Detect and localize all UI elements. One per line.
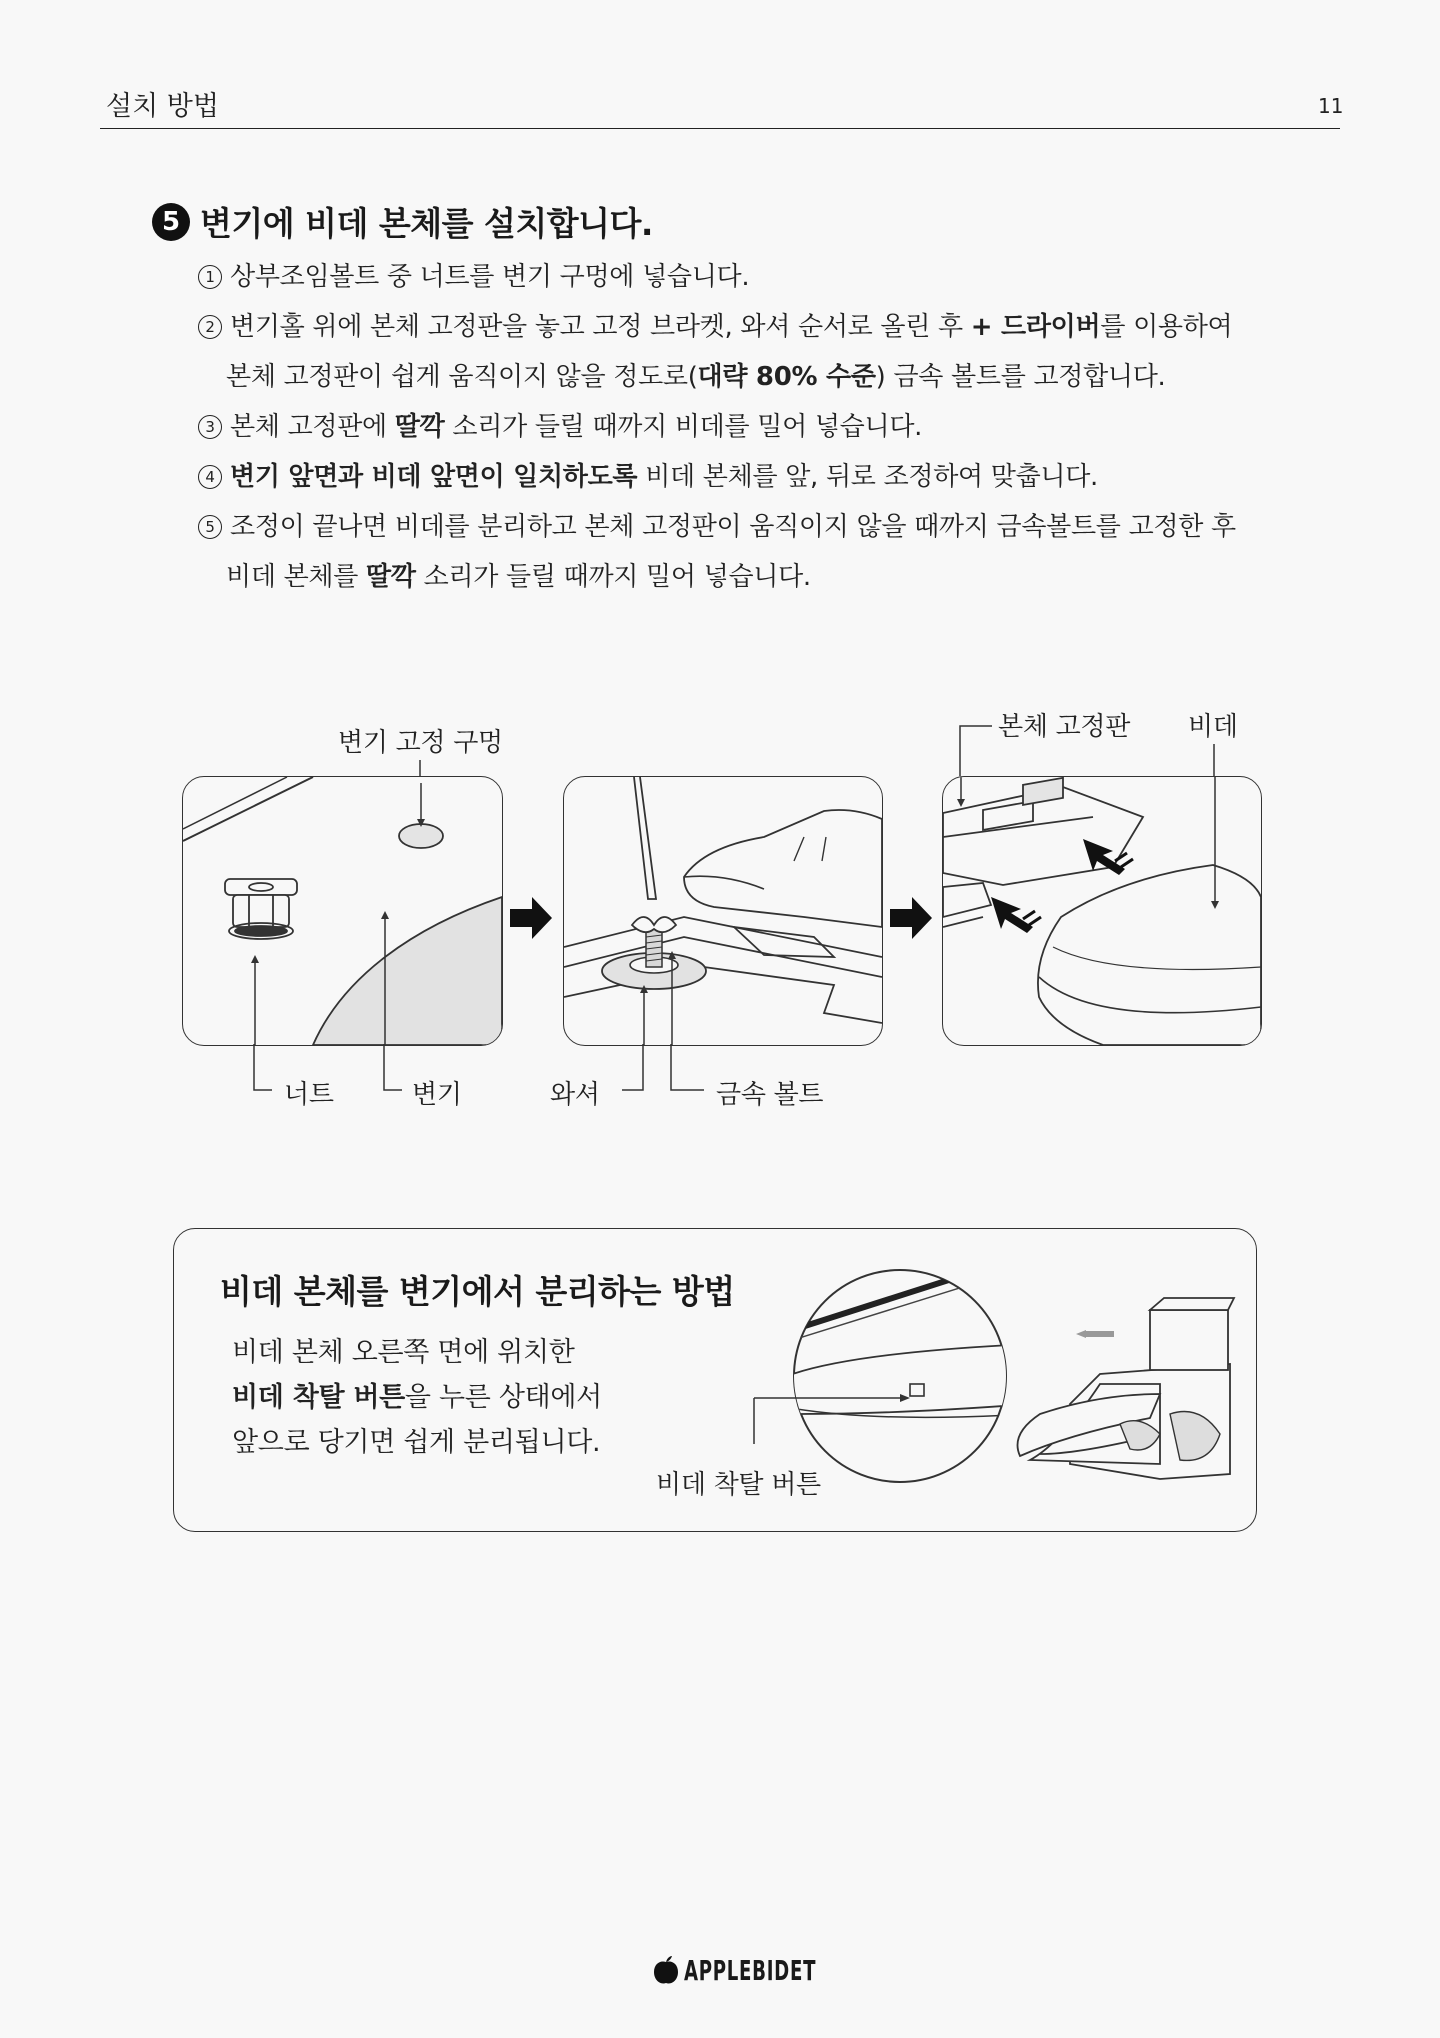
apple-logo-icon	[652, 1956, 680, 1986]
step-marker: 2	[198, 315, 222, 339]
instruction-emphasis: 딸깍	[394, 412, 445, 442]
label-metal-bolt: 금속 볼트	[716, 1080, 824, 1110]
brand-logo	[652, 1954, 868, 1987]
instruction-text: 본체 고정판에	[230, 412, 395, 442]
step-title: 변기에 비데 본체를 설치합니다.	[200, 204, 653, 243]
label-toilet: 변기	[412, 1080, 462, 1110]
step-marker: 3	[198, 415, 222, 439]
instruction-text: 를 이용하여	[1100, 312, 1233, 342]
detach-body-line: 비데 본체 오른쪽 면에 위치한	[232, 1337, 575, 1368]
step-number-badge: 5	[152, 203, 190, 241]
detach-body-line: 비데 착탈 버튼을 누른 상태에서	[232, 1382, 602, 1413]
section-title: 설치 방법	[106, 91, 219, 122]
step-marker: 1	[198, 265, 222, 289]
label-bidet: 비데	[1188, 712, 1238, 742]
detach-button-name: 비데 착탈 버튼	[232, 1382, 405, 1413]
detach-body-line: 앞으로 당기면 쉽게 분리됩니다.	[232, 1427, 601, 1458]
instruction-emphasis: 대략 80% 수준	[697, 362, 876, 392]
instruction-emphasis: 딸깍	[366, 562, 416, 592]
label-detach-button: 비데 착탈 버튼	[656, 1470, 821, 1500]
instruction-text: 비데 본체를	[226, 562, 367, 592]
instruction-text: 조정이 끝나면 비데를 분리하고 본체 고정판이 움직이지 않을 때까지 금속볼트를 고정한 후	[230, 512, 1236, 542]
instruction-emphasis: 변기 앞면과 비데 앞면이 일치하도록	[230, 462, 638, 492]
step-marker: 5	[198, 515, 222, 539]
instruction-emphasis: + 드라이버	[970, 312, 1101, 342]
page-number: 11	[1318, 94, 1344, 118]
label-body-plate: 본체 고정판	[998, 712, 1131, 742]
instruction-text: 소리가 들릴 때까지 비데를 밀어 넣습니다.	[444, 412, 923, 442]
label-nut: 너트	[284, 1080, 334, 1110]
instruction-text: 본체 고정판이 쉽게 움직이지 않을 정도로(	[226, 362, 698, 392]
instruction-text: 비데 본체를 앞, 뒤로 조정하여 맞춥니다.	[637, 462, 1099, 492]
label-washer: 와셔	[550, 1080, 600, 1110]
label-toilet-hole: 변기 고정 구멍	[338, 728, 503, 758]
brand-logo-text: APPLEBIDET	[684, 1954, 817, 1987]
instruction-text: 소리가 들릴 때까지 밀어 넣습니다.	[415, 562, 811, 592]
instruction-text: ) 금속 볼트를 고정합니다.	[875, 362, 1166, 392]
detach-box-title: 비데 본체를 변기에서 분리하는 방법	[220, 1272, 735, 1311]
step-marker: 4	[198, 465, 222, 489]
instruction-text: 상부조임볼트 중 너트를 변기 구멍에 넣습니다.	[230, 262, 750, 292]
detach-box-body	[232, 1330, 602, 1465]
instruction-text: 변기홀 위에 본체 고정판을 놓고 고정 브라켓, 와셔 순서로 올린 후	[230, 312, 971, 342]
